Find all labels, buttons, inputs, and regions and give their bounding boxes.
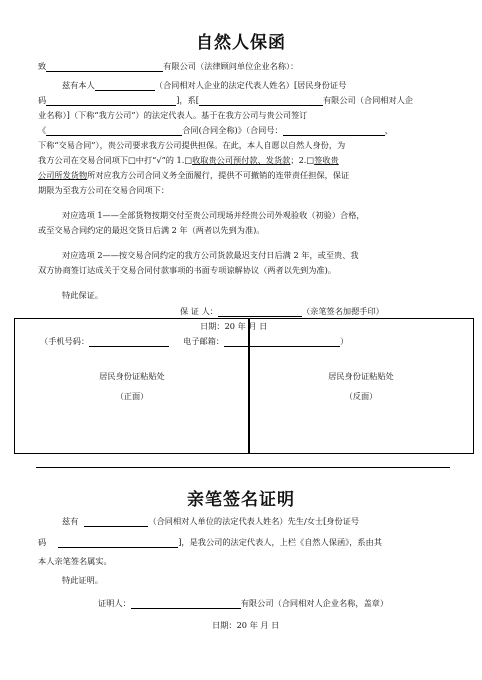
id-back-label: 居民身份证粘贴处 [328, 371, 394, 381]
phone-label: （手机号码： [40, 336, 90, 346]
cert-date: 日期：20 年 月 日 [212, 620, 280, 630]
para1-line5: 下称“交易合同”），贵公司要求我方公司提供担保。在此，本人自愿以自然人身份，为 [38, 140, 346, 150]
text-segment: 码 [38, 95, 47, 105]
option1-line1: 对应选项 1——全部货物按期交付至贵公司现场并经贵公司外观验收（初验）合格， [62, 210, 365, 220]
guarantor-note: （亲笔签名加摁手印） [301, 306, 384, 316]
guarantor-signature-blank[interactable] [218, 307, 302, 317]
option2-text-cont: 公司所发货物 [38, 170, 88, 180]
text-segment: （合同相对人企业的法定代表人姓名）[居民身份证号 [154, 80, 347, 90]
id-front-box[interactable] [14, 318, 250, 454]
text-segment: 兹有 [62, 516, 79, 526]
id-front-label: 居民身份证粘贴处 [99, 371, 165, 381]
para1-line4 [38, 125, 393, 136]
text-segment: 《 [38, 125, 47, 135]
addressee-suffix: 有限公司（法律顾问单位企业名称）： [163, 61, 299, 71]
text-segment: ]，系[ [176, 95, 199, 105]
option2-text: 签收贵 [314, 155, 339, 165]
guarantor-label: 保 证 人： [180, 306, 218, 316]
option2-line1: 对应选项 2——按交易合同约定的我方公司货款最迟支付日后满 2 年，或至贵、我 [62, 250, 359, 260]
cert-title: 亲笔签名证明 [187, 490, 295, 510]
para1-line1 [62, 80, 346, 91]
prover-suffix: 有限公司（合同相对人企业名称，盖章） [240, 598, 389, 608]
cert-id-blank[interactable] [58, 538, 178, 548]
para1-line3: 业名称）]（下称“我方公司”）的法定代表人。基于在我方公司与贵公司签订 [38, 110, 308, 120]
id-number-blank[interactable] [46, 96, 176, 106]
para1-line6 [38, 155, 339, 166]
guarantor-line [180, 306, 384, 317]
addressee-line [38, 61, 298, 72]
cert-rep-name-blank[interactable] [84, 517, 148, 527]
prover-label: 证明人： [98, 598, 131, 608]
text-segment: 码 [38, 537, 47, 547]
text-segment: ） [340, 336, 349, 346]
special-guarantee: 特此保证。 [62, 290, 103, 300]
text-segment: （合同相对人单位的法定代表人姓名）先生/女士[身份证号 [148, 516, 360, 526]
text-segment: 有限公司（合同相对人企 [322, 95, 414, 105]
contract-number-blank[interactable] [283, 126, 385, 136]
text-segment: ， [384, 125, 393, 135]
para1-line7 [38, 170, 349, 181]
cert-line1 [62, 516, 359, 527]
option2-line2: 双方协商签订达成关于交易合同付款事项的书面专项谅解协议（两者以先到为准)。 [38, 265, 336, 275]
cert-prover-line [98, 598, 388, 609]
id-back-box[interactable] [248, 318, 474, 454]
text-segment: 我方公司在交易合同项下□中打“√”的 1.□ [38, 155, 193, 165]
contract-title-blank[interactable] [46, 126, 182, 136]
cert-line3: 本人亲笔签名属实。 [38, 556, 112, 566]
option1-text: 收取贵公司预付款、发货款 [192, 155, 291, 165]
company-name-blank[interactable] [199, 96, 323, 106]
id-back-side: （反面） [344, 391, 378, 401]
section-divider [36, 467, 450, 468]
page-title: 自然人保函 [196, 33, 286, 53]
id-front-side: （正面） [115, 391, 149, 401]
guarantor-name-blank[interactable] [95, 81, 155, 91]
cert-special: 特此证明。 [62, 575, 103, 585]
cert-line2 [38, 537, 382, 548]
text-segment: 合同(合同全称)》（合同号： [182, 125, 283, 135]
email-label: 电子邮箱： [183, 336, 225, 346]
para1-line8: 期限为至我方公司在交易合同项下： [38, 185, 170, 195]
text-segment: ；2.□ [290, 155, 315, 165]
text-segment: 兹有本人 [62, 80, 95, 90]
guarantor-date: 日期：20 年 月 日 [200, 321, 268, 331]
option1-line2: 或至交易合同约定的最迟交货日后满 2 年（两者以先到为准)。 [38, 225, 265, 235]
prover-company-blank[interactable] [131, 599, 241, 609]
text-segment: 所对应我方公司合同义务全面履行，提供不可撤销的连带责任担保，保证 [87, 170, 350, 180]
para1-line2 [38, 95, 413, 106]
addressee-prefix: 致 [38, 61, 47, 71]
addressee-company-blank[interactable] [46, 62, 163, 72]
text-segment: ]，是我公司的法定代表人，上栏《自然人保函》，系由其 [178, 537, 382, 547]
